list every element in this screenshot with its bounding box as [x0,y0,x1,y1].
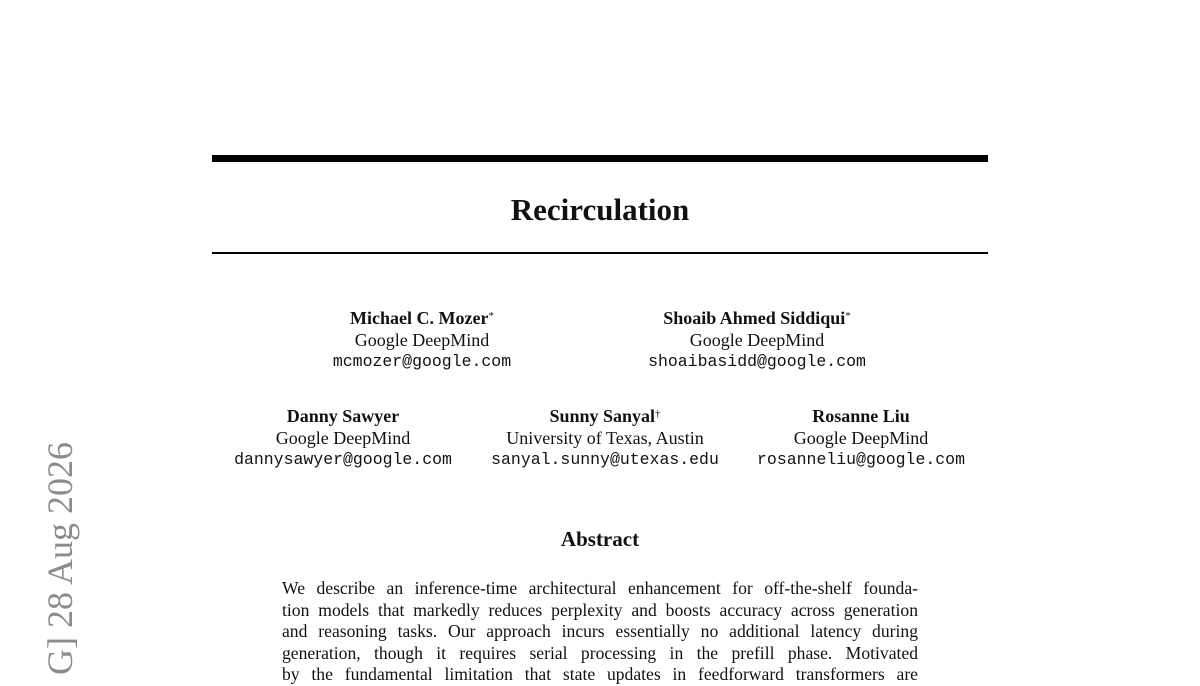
author-email[interactable]: rosanneliu@google.com [757,450,965,469]
author-block [711,405,1011,471]
author-block [455,405,755,471]
author-affiliation: Google DeepMind [275,428,411,448]
author-name: Sunny Sanyal† [549,406,661,426]
author-footnote-mark: † [655,408,661,420]
abstract-line: and reasoning tasks. Our approach incurs essentially no additional latency during [282,621,918,641]
author-email[interactable]: mcmozer@google.com [332,352,512,371]
abstract-line: by the fundamental limitation that state updates in feedforward transformers are [282,664,918,684]
author-name: Danny Sawyer [286,406,400,426]
author-affiliation: Google DeepMind [793,428,929,448]
abstract-line: tion models that markedly reduces perplexity and boosts accuracy across generation [282,599,918,620]
author-name: Rosanne Liu [812,406,910,426]
abstract-heading: Abstract [560,527,640,551]
author-affiliation: University of Texas, Austin [506,428,704,448]
abstract-line: We describe an inference-time architectural enhancement for off-the-shelf founda- [282,578,918,598]
paper-title: Recirculation [510,192,690,227]
author-affiliation: Google DeepMind [689,330,825,350]
abstract-body [282,578,918,686]
author-footnote-mark: * [488,310,494,322]
title-bottom-rule [212,252,988,254]
author-email[interactable]: shoaibasidd@google.com [648,352,866,371]
title-top-rule [212,155,988,162]
author-email[interactable]: sanyal.sunny@utexas.edu [491,450,719,469]
author-email[interactable]: dannysawyer@google.com [234,450,452,469]
author-block [607,307,907,373]
author-block [272,307,572,373]
arxiv-identifier-stamp: G] 28 Aug 2026 [40,442,80,675]
author-name: Michael C. Mozer* [350,308,494,328]
author-name: Shoaib Ahmed Siddiqui* [663,308,851,328]
abstract-line: generation, though it requires serial processing in the prefill phase. Motivated [282,642,918,663]
author-affiliation: Google DeepMind [354,330,490,350]
author-block [193,405,493,471]
author-footnote-mark: * [845,310,851,322]
